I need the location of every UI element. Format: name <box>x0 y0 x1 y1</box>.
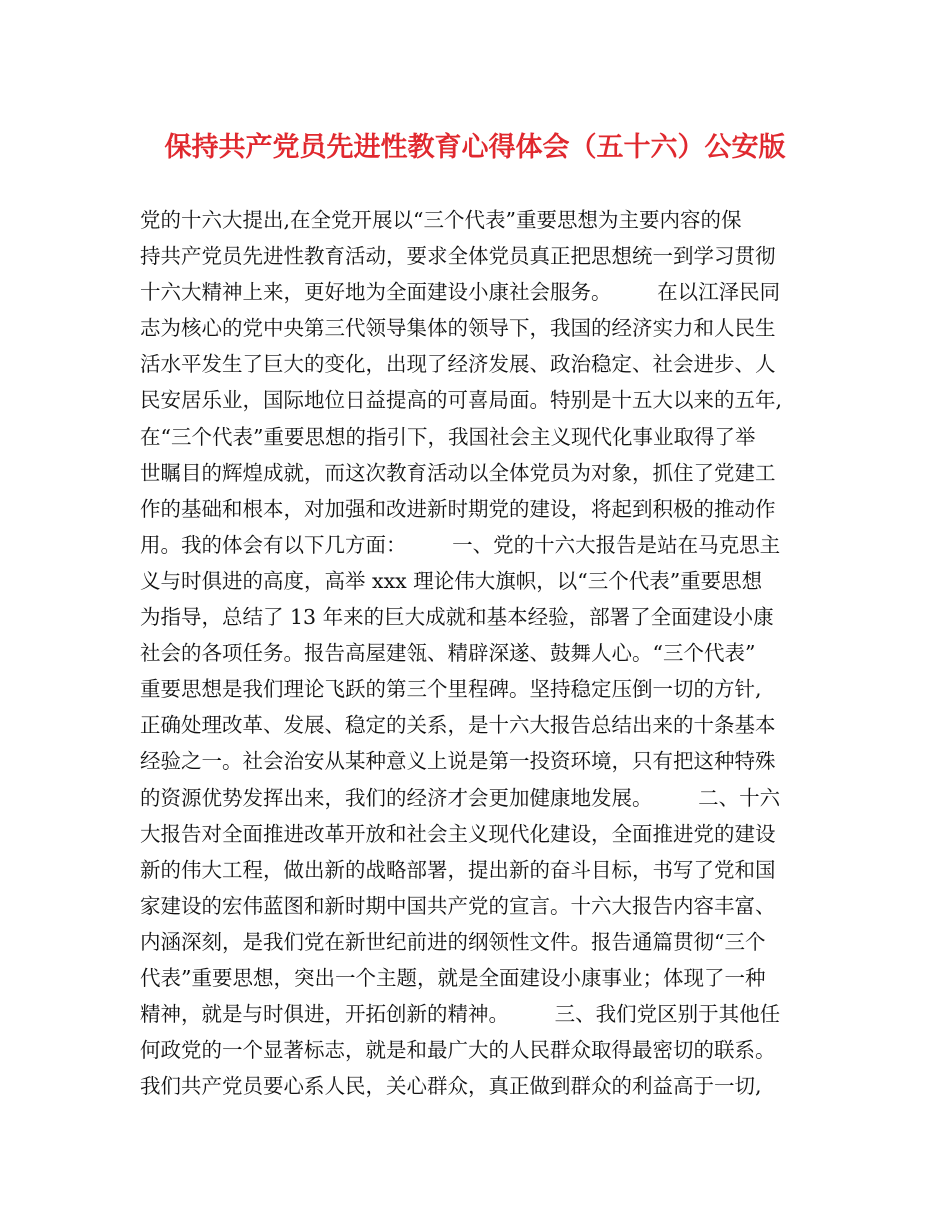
document-title: 保持共产党员先进性教育心得体会（五十六）公安版 <box>164 132 786 163</box>
body-line: 的资源优势发挥出来，我们的经济才会更加健康地发展。 二、十六 <box>140 785 781 810</box>
body-line: 志为核心的党中央第三代领导集体的领导下，我国的经济实力和人民生 <box>140 316 776 341</box>
body-line: 新的伟大工程，做出新的战略部署，提出新的奋斗目标，书写了党和国 <box>140 857 776 882</box>
body-line: 代表”重要思想，突出一个主题，就是全面建设小康事业；体现了一种 <box>140 965 766 990</box>
body-line: 家建设的宏伟蓝图和新时期中国共产党的宣言。十六大报告内容丰富、 <box>140 893 776 918</box>
body-line: 社会的各项任务。报告高屋建瓴、精辟深遂、鼓舞人心。“三个代表” <box>140 641 756 666</box>
body-line: 为指导，总结了 13 年来的巨大成就和基本经验，部署了全面建设小康 <box>140 605 774 630</box>
body-line: 内涵深刻，是我们党在新世纪前进的纲领性文件。报告通篇贯彻“三个 <box>140 929 766 954</box>
body-line: 正确处理改革、发展、稳定的关系，是十六大报告总结出来的十条基本 <box>140 713 776 738</box>
body-line: 何政党的一个显著标志，就是和最广大的人民群众取得最密切的联系。 <box>140 1038 776 1063</box>
body-line: 作的基础和根本，对加强和改进新时期党的建设，将起到积极的推动作 <box>140 496 776 521</box>
body-line: 民安居乐业，国际地位日益提高的可喜局面。特别是十五大以来的五年, <box>140 388 783 413</box>
body-line: 在“三个代表”重要思想的指引下，我国社会主义现代化事业取得了举 <box>140 424 756 449</box>
body-line: 经验之一。社会治安从某种意义上说是第一投资环境，只有把这种特殊 <box>140 749 776 774</box>
body-line: 大报告对全面推进改革开放和社会主义现代化建设，全面推进党的建设 <box>140 821 776 846</box>
body-line: 党的十六大提出,在全党开展以“三个代表”重要思想为主要内容的保 <box>140 208 742 232</box>
body-line: 用。我的体会有以下几方面： 一、党的十六大报告是站在马克思主 <box>140 532 781 557</box>
body-line: 世瞩目的辉煌成就，而这次教育活动以全体党员为对象，抓住了党建工 <box>140 460 776 485</box>
body-line: 义与时俱进的高度，高举 xxx 理论伟大旗帜，以“三个代表”重要思想 <box>140 568 763 593</box>
body-line: 重要思想是我们理论飞跃的第三个里程碑。坚持稳定压倒一切的方针, <box>140 677 762 702</box>
body-line: 我们共产党员要心系人民，关心群众，真正做到群众的利益高于一切, <box>140 1074 762 1099</box>
body-line: 十六大精神上来，更好地为全面建设小康社会服务。 在以江泽民同 <box>140 280 781 305</box>
body-line: 活水平发生了巨大的变化，出现了经济发展、政治稳定、社会进步、人 <box>140 352 776 377</box>
document-body <box>140 202 820 1104</box>
body-line: 持共产党员先进性教育活动，要求全体党员真正把思想统一到学习贯彻 <box>140 244 776 269</box>
body-line: 精神，就是与时俱进，开拓创新的精神。 三、我们党区别于其他任 <box>140 1002 781 1027</box>
